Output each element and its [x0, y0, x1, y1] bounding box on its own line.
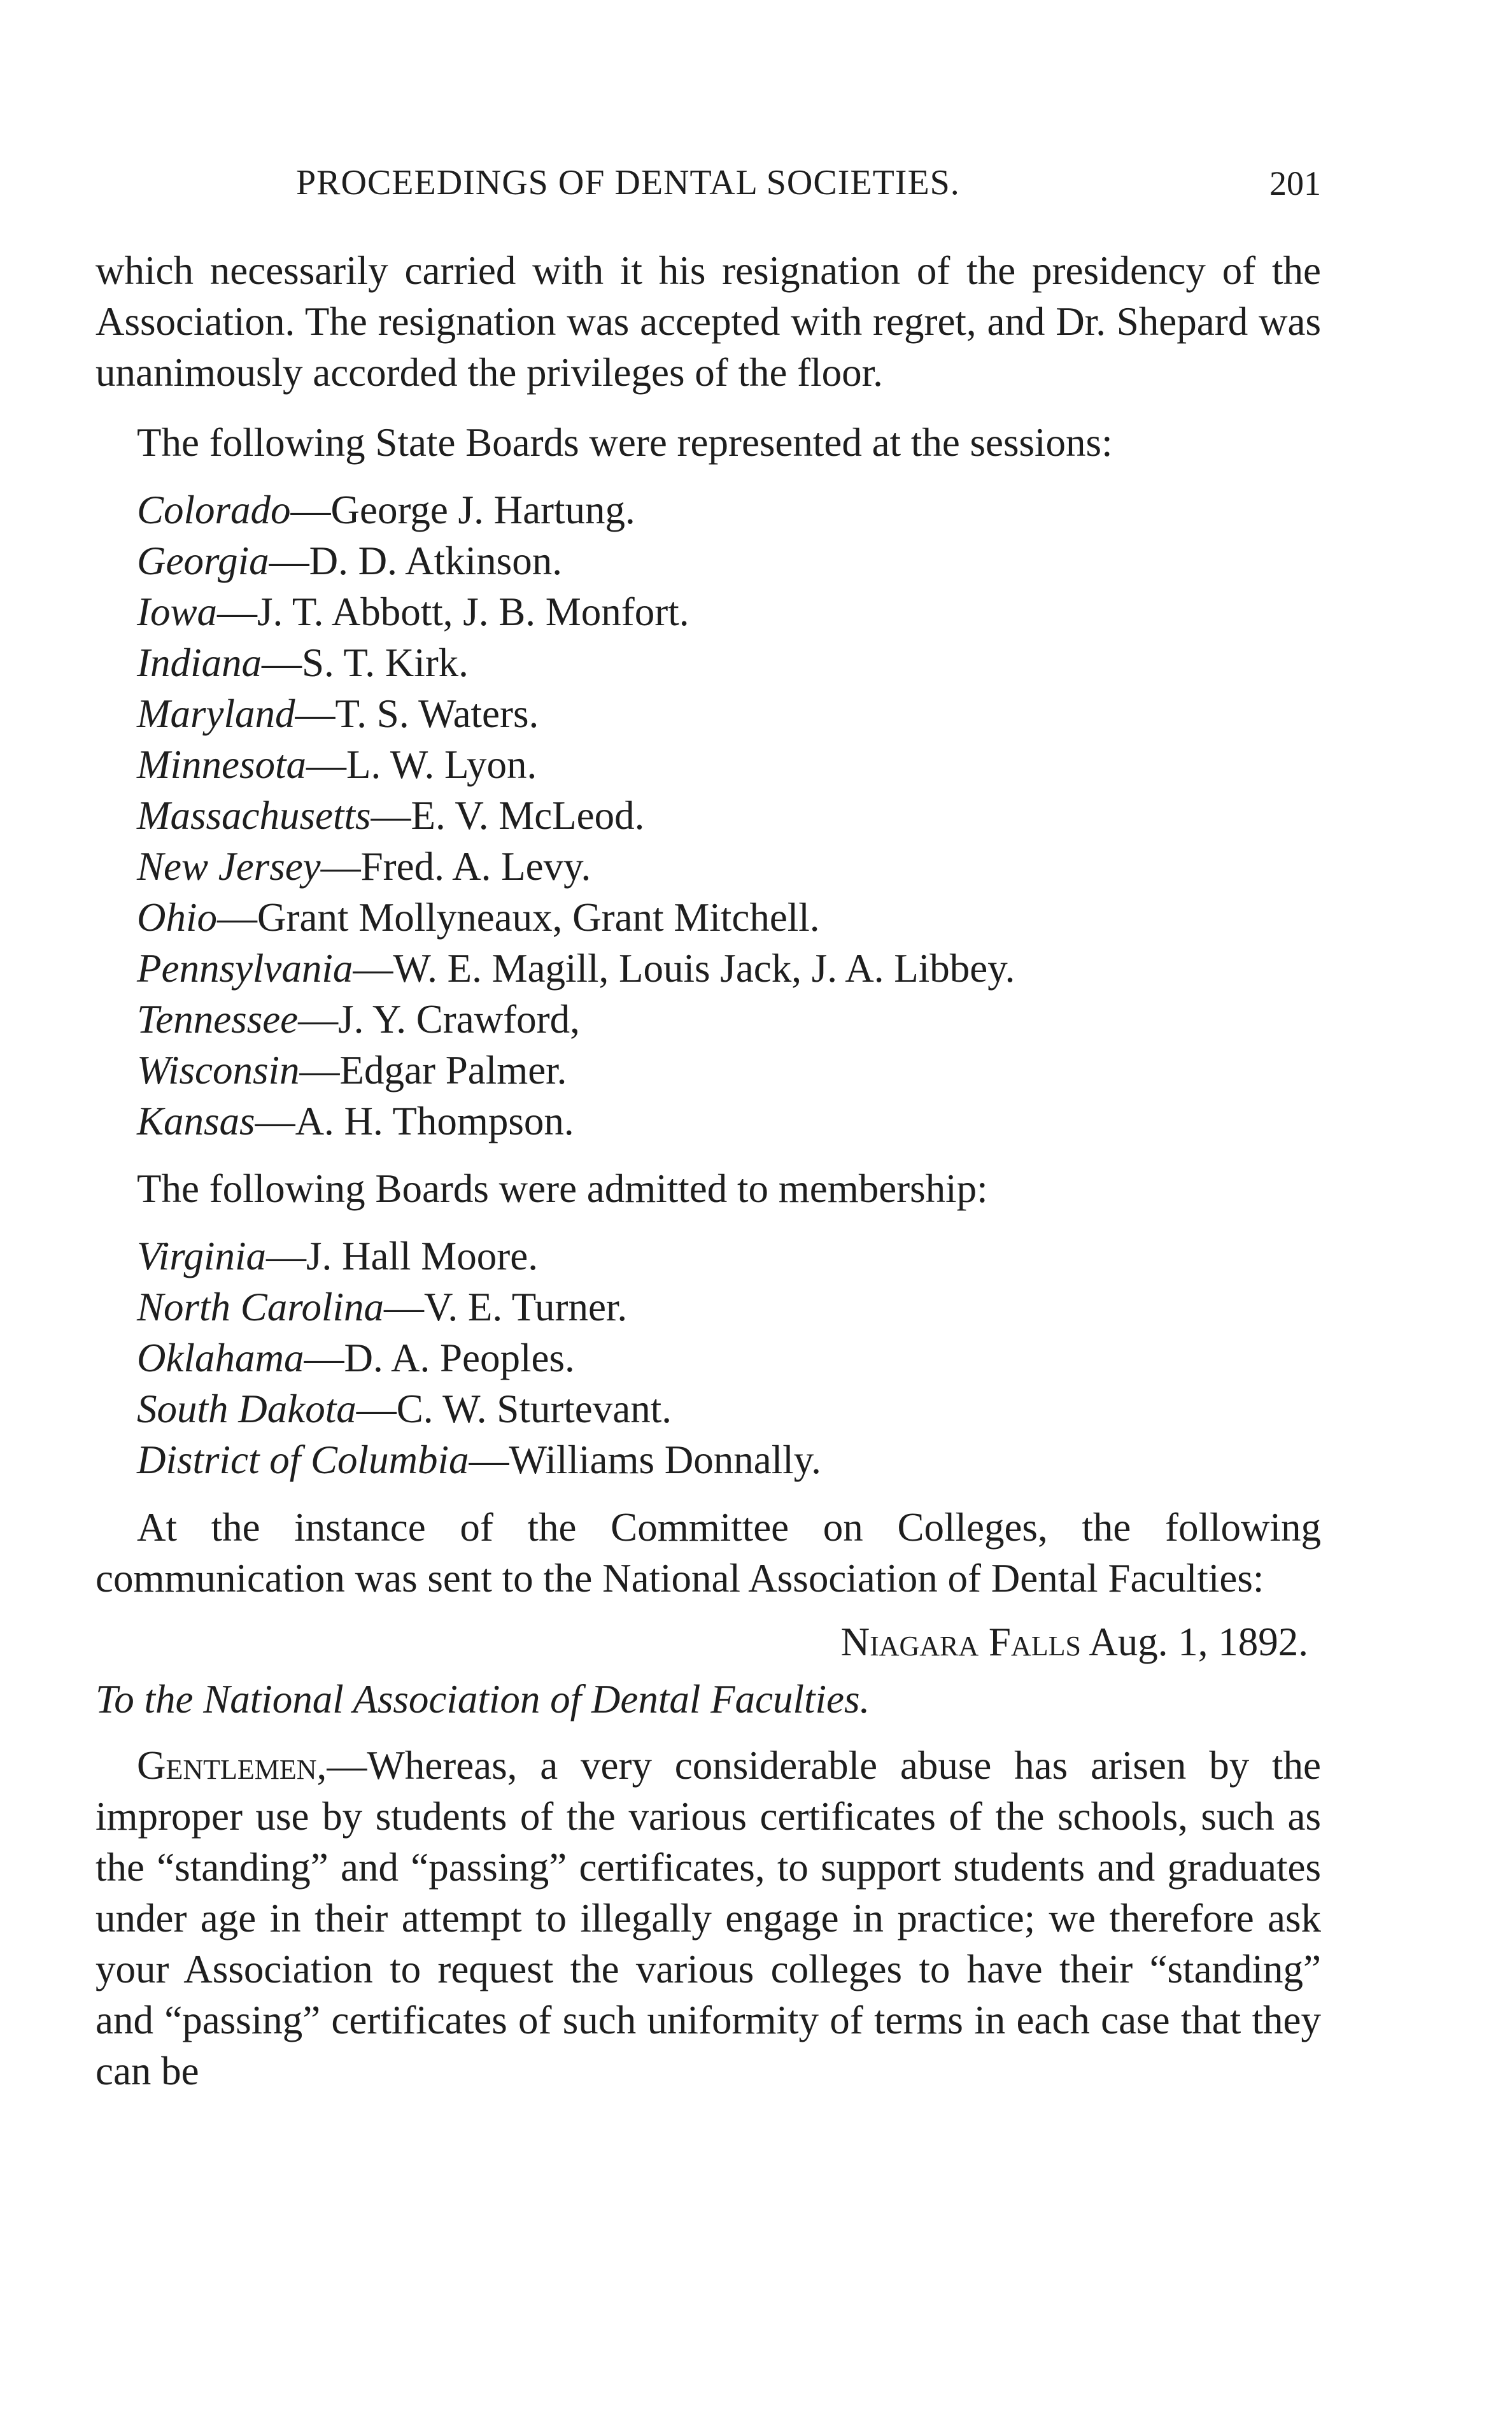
dash: — [299, 1048, 340, 1092]
admitted-boards-list [137, 1231, 1321, 1485]
dash: — [371, 793, 411, 838]
state-name: Pennsylvania [137, 946, 353, 991]
paragraph-committee: At the instance of the Committee on Colleges, the following communication was sent to the National Association of Dental Faculties: [95, 1505, 1321, 1601]
letter-body-text: Whereas, a very considerable abuse has arisen by the improper use by students of the various certificates of the schools, such as the “standing” and “passing” certificates, to support students and graduates under age in their attempt to illegally engage in practice; we therefore ask your Association to request the various colleges to have their “standing” and “passing” certificates of such uniformity of terms in each case that they can be [95, 1743, 1321, 2093]
dash: — [304, 1336, 344, 1380]
dash: — [320, 844, 361, 889]
state-name: South Dakota [137, 1387, 357, 1431]
letter-date: Aug. 1, 1892. [1089, 1620, 1308, 1664]
dash: — [217, 590, 257, 634]
list-item [137, 688, 1321, 739]
delegate-names: D. D. Atkinson. [309, 539, 562, 583]
dash: — [384, 1285, 424, 1329]
list-item [137, 892, 1321, 943]
state-name: New Jersey [137, 844, 321, 889]
letter-salutation: Gentlemen, [137, 1743, 327, 1788]
letter-body [95, 1740, 1321, 2096]
letter-dateline [95, 1616, 1321, 1667]
delegate-names: A. H. Thompson. [295, 1099, 574, 1143]
dash: — [327, 1743, 367, 1788]
letter-addressee: To the National Association of Dental Faculties. [95, 1677, 870, 1721]
delegate-names: J. Y. Crawford, [338, 997, 580, 1042]
page-header [95, 162, 1321, 207]
delegate-names: W. E. Magill, Louis Jack, J. A. Libbey. [393, 946, 1015, 991]
running-title: PROCEEDINGS OF DENTAL SOCIETIES. [296, 163, 960, 202]
state-name: Minnesota [137, 742, 306, 787]
dash: — [290, 488, 331, 532]
state-name: Tennessee [137, 997, 299, 1042]
paragraph-resignation: which necessarily carried with it his resignation of the presidency of the Association. The resignation was accepted with regret, and Dr. Shepard was unanimously accorded the privileges of the floor. [95, 248, 1321, 395]
dash: — [261, 640, 302, 685]
dash: — [269, 539, 309, 583]
list-item [137, 1333, 1321, 1383]
state-name: Virginia [137, 1234, 266, 1278]
delegate-names: Williams Donnally. [509, 1438, 821, 1482]
list-item [137, 1231, 1321, 1282]
dash: — [298, 997, 339, 1042]
list-item [137, 1045, 1321, 1096]
state-name: Colorado [137, 488, 291, 532]
delegate-names: Fred. A. Levy. [360, 844, 591, 889]
list-item [137, 586, 1321, 637]
delegate-names: D. A. Peoples. [344, 1336, 575, 1380]
delegate-names: J. Hall Moore. [306, 1234, 538, 1278]
represented-boards-list [137, 484, 1321, 1147]
delegate-names: V. E. Turner. [424, 1285, 628, 1329]
dash: — [306, 742, 346, 787]
list-item [137, 841, 1321, 892]
list-item [137, 1096, 1321, 1147]
delegate-names: Edgar Palmer. [339, 1048, 567, 1092]
page-number: 201 [1269, 164, 1321, 202]
state-name: Indiana [137, 640, 262, 685]
list-item [137, 1282, 1321, 1333]
dash: — [353, 946, 393, 991]
dash: — [266, 1234, 306, 1278]
delegate-names: T. S. Waters. [335, 691, 539, 736]
delegate-names: George J. Hartung. [330, 488, 635, 532]
state-name: Ohio [137, 895, 217, 940]
delegate-names: C. W. Sturtevant. [396, 1387, 672, 1431]
state-name: Maryland [137, 691, 295, 736]
dash: — [255, 1099, 295, 1143]
state-name: Kansas [137, 1099, 255, 1143]
delegate-names: L. W. Lyon. [346, 742, 537, 787]
state-name: Massachusetts [137, 793, 371, 838]
paragraph-represented-intro: The following State Boards were represented at the sessions: [137, 420, 1113, 465]
dash: — [295, 691, 336, 736]
delegate-names: E. V. McLeod. [411, 793, 645, 838]
list-item [137, 943, 1321, 994]
state-name: North Carolina [137, 1285, 384, 1329]
paragraph-admitted-intro: The following Boards were admitted to membership: [137, 1166, 988, 1211]
list-item [137, 739, 1321, 790]
list-item [137, 1383, 1321, 1434]
list-item [137, 484, 1321, 535]
list-item [137, 1434, 1321, 1485]
delegate-names: Grant Mollyneaux, Grant Mitchell. [257, 895, 820, 940]
list-item [137, 637, 1321, 688]
page-body [95, 245, 1321, 2096]
dash: — [356, 1387, 397, 1431]
state-name: Wisconsin [137, 1048, 300, 1092]
delegate-names: J. T. Abbott, J. B. Monfort. [257, 590, 689, 634]
state-name: Georgia [137, 539, 269, 583]
list-item [137, 790, 1321, 841]
delegate-names: S. T. Kirk. [301, 640, 469, 685]
state-name: Oklahama [137, 1336, 304, 1380]
list-item [137, 535, 1321, 586]
dash: — [469, 1438, 509, 1482]
state-name: District of Columbia [137, 1438, 469, 1482]
list-item [137, 994, 1321, 1045]
dash: — [217, 895, 257, 940]
state-name: Iowa [137, 590, 217, 634]
letter-place: Niagara Falls [840, 1620, 1081, 1664]
